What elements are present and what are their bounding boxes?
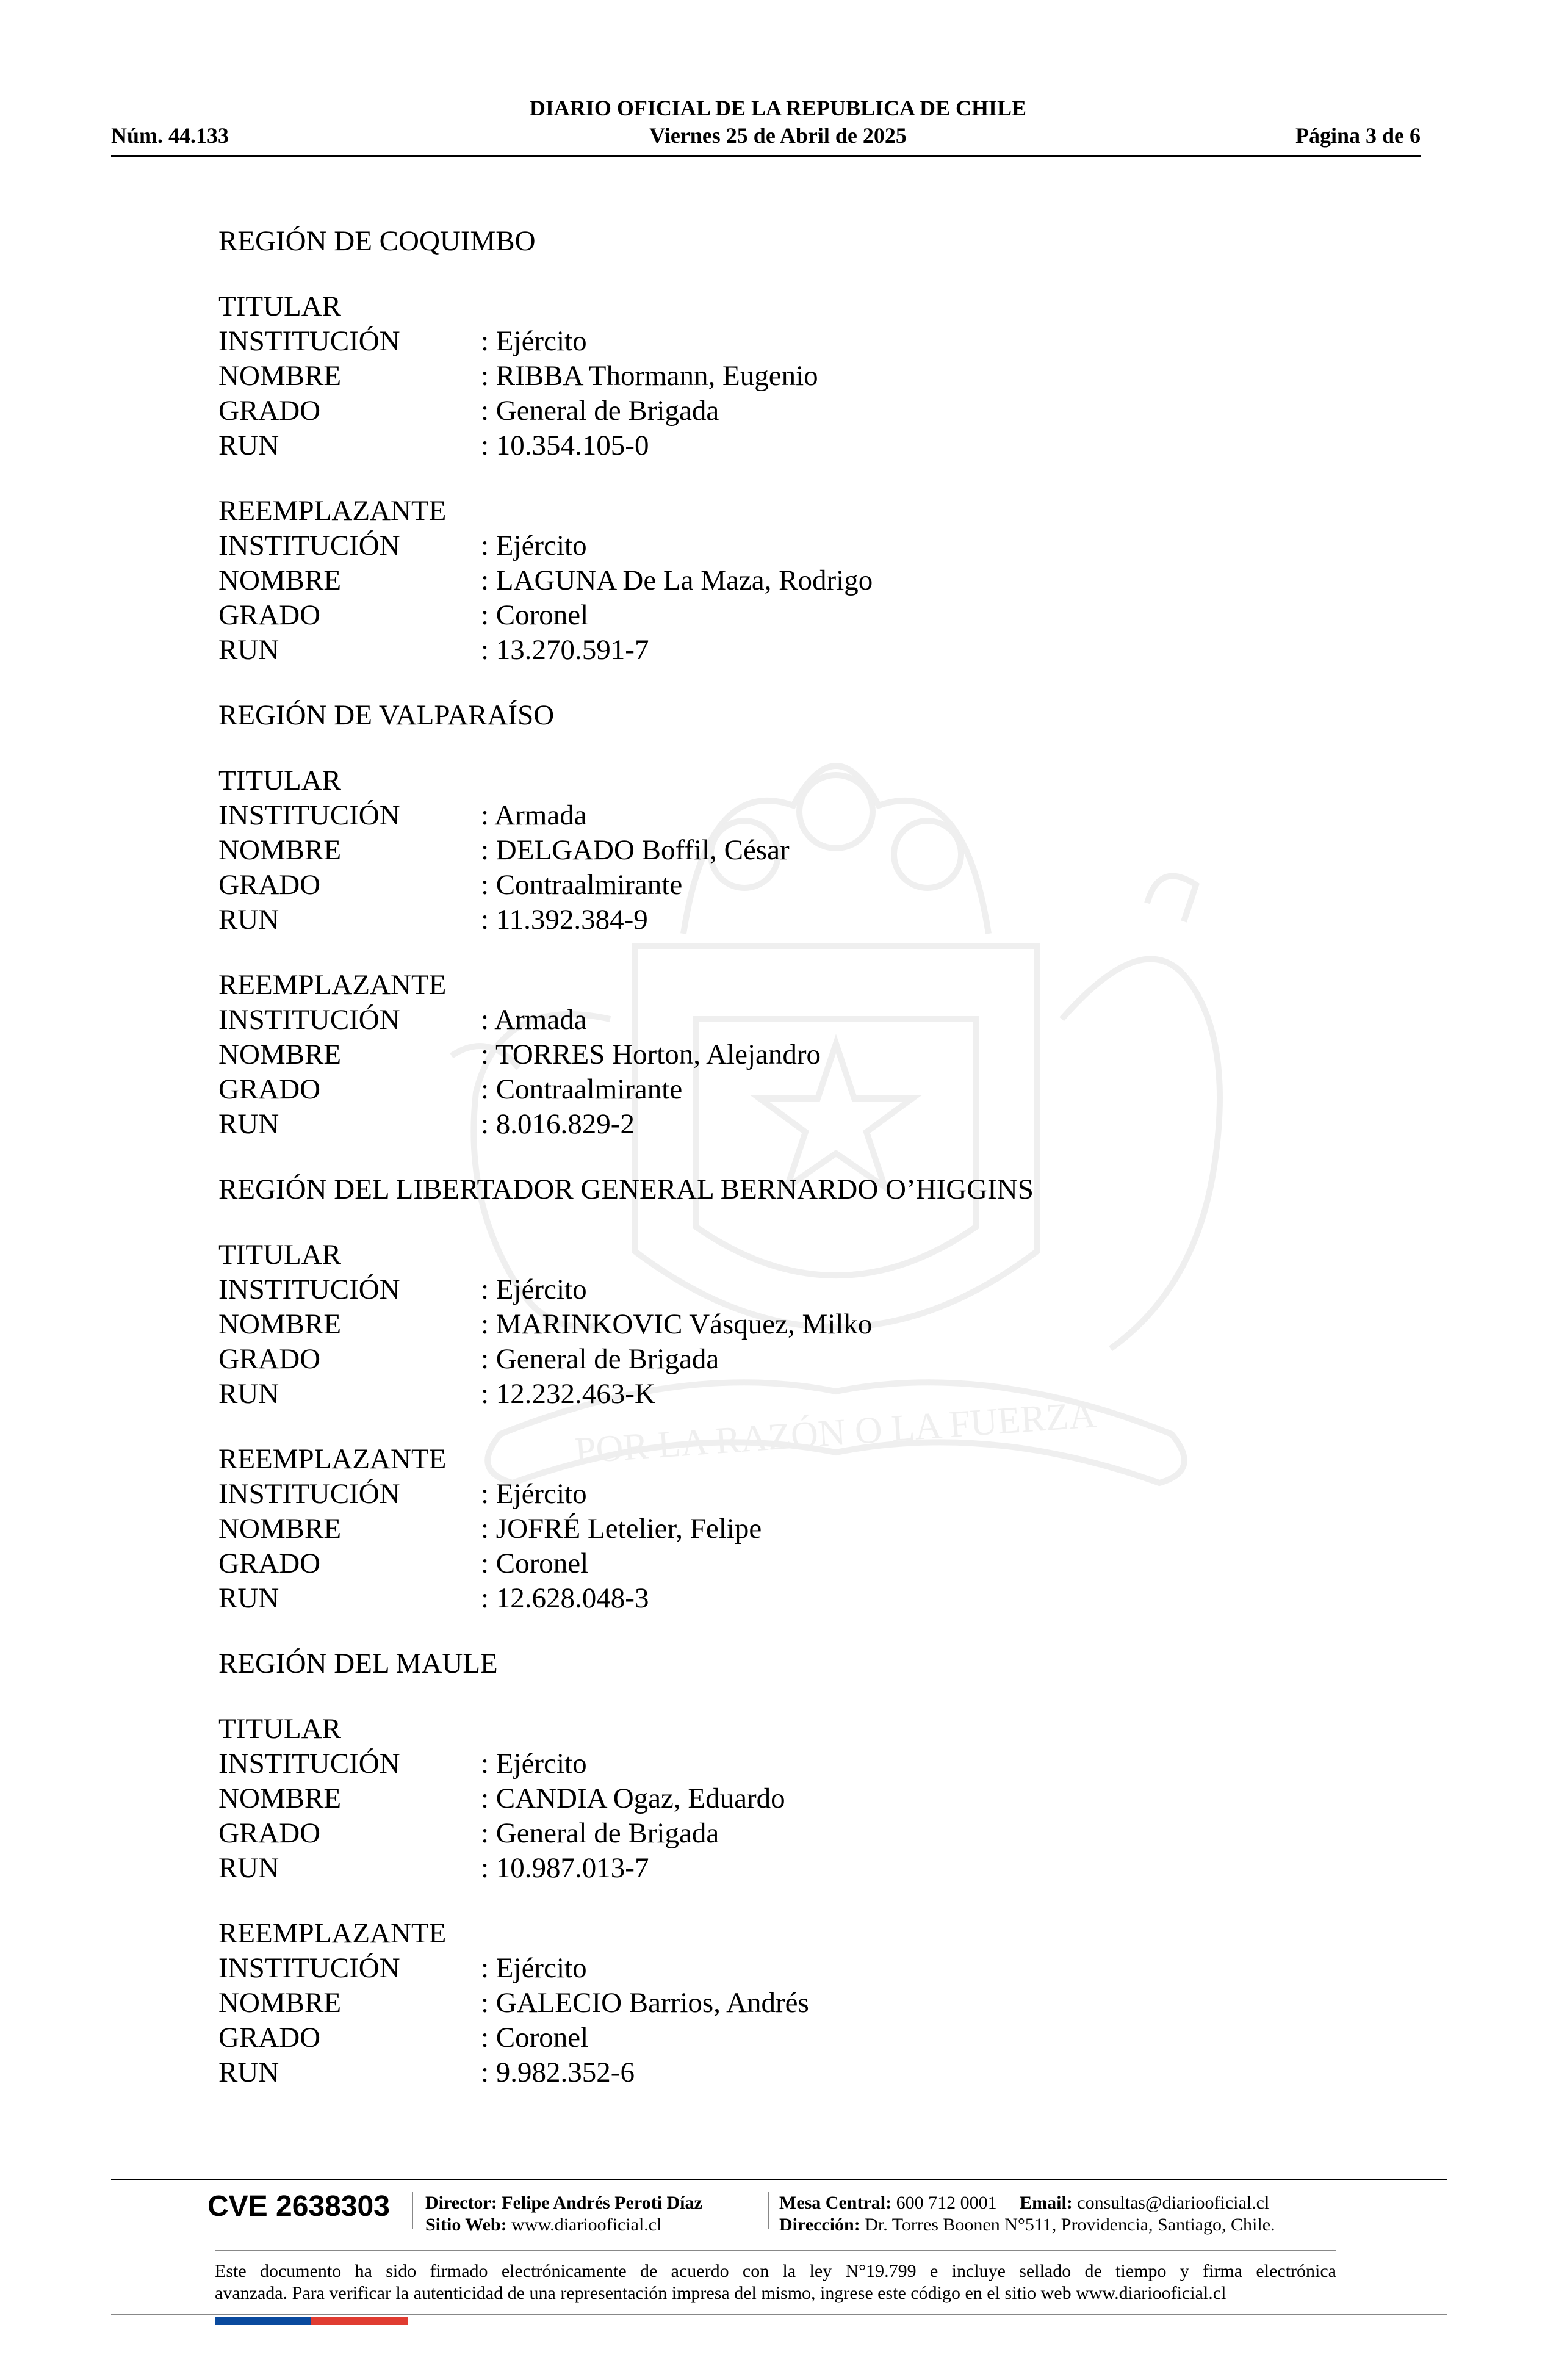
footer-inner-divider (215, 2250, 1336, 2251)
field-row (218, 1951, 1378, 1986)
email-label: Email: (1020, 2193, 1073, 2213)
field-label: GRADO (218, 1548, 321, 1579)
field-row (218, 428, 1378, 463)
field-value: : LAGUNA De La Maza, Rodrigo (481, 564, 873, 596)
field-value: : Ejército (481, 325, 587, 357)
field-value: : 9.982.352-6 (481, 2057, 635, 2088)
field-row (218, 903, 1378, 937)
field-value: : TORRES Horton, Alejandro (481, 1039, 821, 1070)
field-row (218, 1377, 1378, 1412)
field-row (218, 1272, 1378, 1307)
field-label: RUN (218, 430, 279, 461)
footer-separator (768, 2192, 769, 2229)
issue-number: Núm. 44.133 (111, 123, 229, 148)
field-label: NOMBRE (218, 1308, 342, 1340)
field-value: : 12.628.048-3 (481, 1582, 649, 1614)
contact-info (779, 2192, 1275, 2236)
field-value: : Ejército (481, 1274, 587, 1305)
field-value: : Contraalmirante (481, 1073, 683, 1105)
field-value: : General de Brigada (481, 1817, 719, 1849)
field-row (218, 1037, 1378, 1072)
titular-block (218, 1712, 1378, 1886)
block-title: REEMPLAZANTE (218, 969, 447, 1001)
field-label: INSTITUCIÓN (218, 799, 400, 831)
field-value: : 11.392.384-9 (481, 904, 648, 936)
field-row (218, 1307, 1378, 1342)
field-value: : Armada (481, 799, 587, 831)
field-label: GRADO (218, 599, 321, 631)
field-row (218, 1986, 1378, 2021)
field-label: GRADO (218, 395, 321, 427)
field-label: NOMBRE (218, 1039, 342, 1070)
field-label: INSTITUCIÓN (218, 1952, 400, 1984)
field-value: : 13.270.591-7 (481, 634, 649, 666)
mesa-label: Mesa Central: (779, 2193, 892, 2213)
reemplazante-block (218, 494, 1378, 668)
region-heading: REGIÓN DE COQUIMBO (218, 225, 536, 257)
region-section (218, 1172, 1378, 1616)
field-value: : 12.232.463-K (481, 1378, 655, 1410)
block-title: TITULAR (218, 1239, 342, 1271)
director-name: Felipe Andrés Peroti Díaz (502, 2193, 702, 2213)
reemplazante-block (218, 1442, 1378, 1616)
field-value: : Coronel (481, 599, 589, 631)
field-label: NOMBRE (218, 1987, 342, 2019)
field-label: NOMBRE (218, 1783, 342, 1814)
field-value: : Ejército (481, 530, 587, 561)
block-title: TITULAR (218, 1713, 342, 1745)
footer-divider (111, 2179, 1447, 2180)
field-label: RUN (218, 904, 279, 936)
field-row (218, 868, 1378, 903)
address-label: Dirección: (779, 2215, 860, 2235)
field-row (218, 324, 1378, 359)
field-value: : 10.354.105-0 (481, 430, 649, 461)
field-label: RUN (218, 634, 279, 666)
block-title: REEMPLAZANTE (218, 1917, 447, 1949)
watermark-motto: POR LA RAZÓN O LA FUERZA (573, 1394, 1098, 1472)
block-title: TITULAR (218, 290, 342, 322)
field-value: : JOFRÉ Letelier, Felipe (481, 1513, 762, 1545)
block-title: REEMPLAZANTE (218, 1443, 447, 1475)
header-divider (111, 155, 1421, 157)
titular-block (218, 289, 1378, 463)
flag-stripe-red (311, 2317, 408, 2325)
address-value: Dr. Torres Boonen N°511, Providencia, Santiago, Chile. (865, 2215, 1275, 2235)
field-row (218, 394, 1378, 428)
field-row (218, 1477, 1378, 1512)
field-label: INSTITUCIÓN (218, 1004, 400, 1036)
footer-bottom-divider (111, 2314, 1447, 2315)
field-row (218, 598, 1378, 633)
field-row (218, 1003, 1378, 1037)
field-label: RUN (218, 1582, 279, 1614)
site-url[interactable]: www.diariooficial.cl (511, 2215, 662, 2235)
field-row (218, 1512, 1378, 1546)
field-label: GRADO (218, 1073, 321, 1105)
field-row (218, 528, 1378, 563)
field-label: INSTITUCIÓN (218, 1274, 400, 1305)
site-label: Sitio Web: (425, 2215, 507, 2235)
field-label: GRADO (218, 869, 321, 901)
field-row (218, 2021, 1378, 2055)
field-row (218, 1747, 1378, 1781)
mesa-phone: 600 712 0001 (896, 2193, 997, 2213)
field-value: : Ejército (481, 1478, 587, 1510)
field-label: NOMBRE (218, 564, 342, 596)
field-row (218, 1781, 1378, 1816)
field-label: INSTITUCIÓN (218, 1478, 400, 1510)
field-value: : General de Brigada (481, 1343, 719, 1375)
page-indicator: Página 3 de 6 (1295, 123, 1421, 148)
titular-block (218, 1238, 1378, 1412)
field-row (218, 563, 1378, 598)
region-heading: REGIÓN DE VALPARAÍSO (218, 699, 555, 731)
field-row (218, 1342, 1378, 1377)
field-label: NOMBRE (218, 834, 342, 866)
field-value: : Contraalmirante (481, 869, 683, 901)
field-label: GRADO (218, 1343, 321, 1375)
field-value: : 8.016.829-2 (481, 1108, 635, 1140)
field-label: NOMBRE (218, 360, 342, 392)
field-value: : Coronel (481, 1548, 589, 1579)
field-row (218, 359, 1378, 394)
field-row (218, 798, 1378, 833)
field-row (218, 833, 1378, 868)
field-value: : Armada (481, 1004, 587, 1036)
field-label: NOMBRE (218, 1513, 342, 1545)
director-info (425, 2192, 702, 2236)
field-value: : Ejército (481, 1952, 587, 1984)
legal-notice-line-2: avanzada. Para verificar la autenticidad de una representación impresa del mismo, ingrese este código en el sitio web www.diariooficial.cl (215, 2283, 1226, 2303)
document-body (218, 224, 1378, 2121)
cve-code: CVE 2638303 (207, 2190, 390, 2223)
field-value: : Ejército (481, 1748, 587, 1780)
email-address[interactable]: consultas@diariooficial.cl (1077, 2193, 1270, 2213)
field-row (218, 1072, 1378, 1107)
field-label: INSTITUCIÓN (218, 325, 400, 357)
field-value: : General de Brigada (481, 395, 719, 427)
field-label: RUN (218, 2057, 279, 2088)
field-label: GRADO (218, 1817, 321, 1849)
field-label: GRADO (218, 2022, 321, 2054)
region-section (218, 1646, 1378, 2090)
field-value: : Coronel (481, 2022, 589, 2054)
field-row (218, 1546, 1378, 1581)
field-label: RUN (218, 1852, 279, 1884)
footer-separator (412, 2192, 413, 2229)
reemplazante-block (218, 1916, 1378, 2090)
issue-date: Viernes 25 de Abril de 2025 (649, 123, 907, 148)
field-label: INSTITUCIÓN (218, 1748, 400, 1780)
titular-block (218, 763, 1378, 937)
field-row (218, 633, 1378, 668)
field-value: : RIBBA Thormann, Eugenio (481, 360, 818, 392)
legal-notice-line-1: Este documento ha sido firmado electrónicamente de acuerdo con la ley N°19.799 e incluye sellado de tiempo y firma electrónica (215, 2261, 1336, 2281)
region-heading: REGIÓN DEL LIBERTADOR GENERAL BERNARDO O’HIGGINS (218, 1174, 1034, 1205)
field-value: : 10.987.013-7 (481, 1852, 649, 1884)
publication-title: DIARIO OFICIAL DE LA REPUBLICA DE CHILE (529, 96, 1027, 120)
field-row (218, 2055, 1378, 2090)
field-row (218, 1851, 1378, 1886)
field-label: RUN (218, 1378, 279, 1410)
region-section (218, 224, 1378, 668)
field-row (218, 1816, 1378, 1851)
field-value: : GALECIO Barrios, Andrés (481, 1987, 809, 2019)
field-value: : MARINKOVIC Vásquez, Milko (481, 1308, 873, 1340)
reemplazante-block (218, 968, 1378, 1142)
block-title: REEMPLAZANTE (218, 495, 447, 527)
field-row (218, 1107, 1378, 1142)
director-label: Director: (425, 2193, 497, 2213)
field-label: INSTITUCIÓN (218, 530, 400, 561)
field-value: : DELGADO Boffil, César (481, 834, 790, 866)
flag-stripe-blue (215, 2317, 311, 2325)
region-heading: REGIÓN DEL MAULE (218, 1648, 498, 1679)
block-title: TITULAR (218, 765, 342, 796)
region-section (218, 698, 1378, 1142)
field-value: : CANDIA Ogaz, Eduardo (481, 1783, 785, 1814)
field-row (218, 1581, 1378, 1616)
field-label: RUN (218, 1108, 279, 1140)
